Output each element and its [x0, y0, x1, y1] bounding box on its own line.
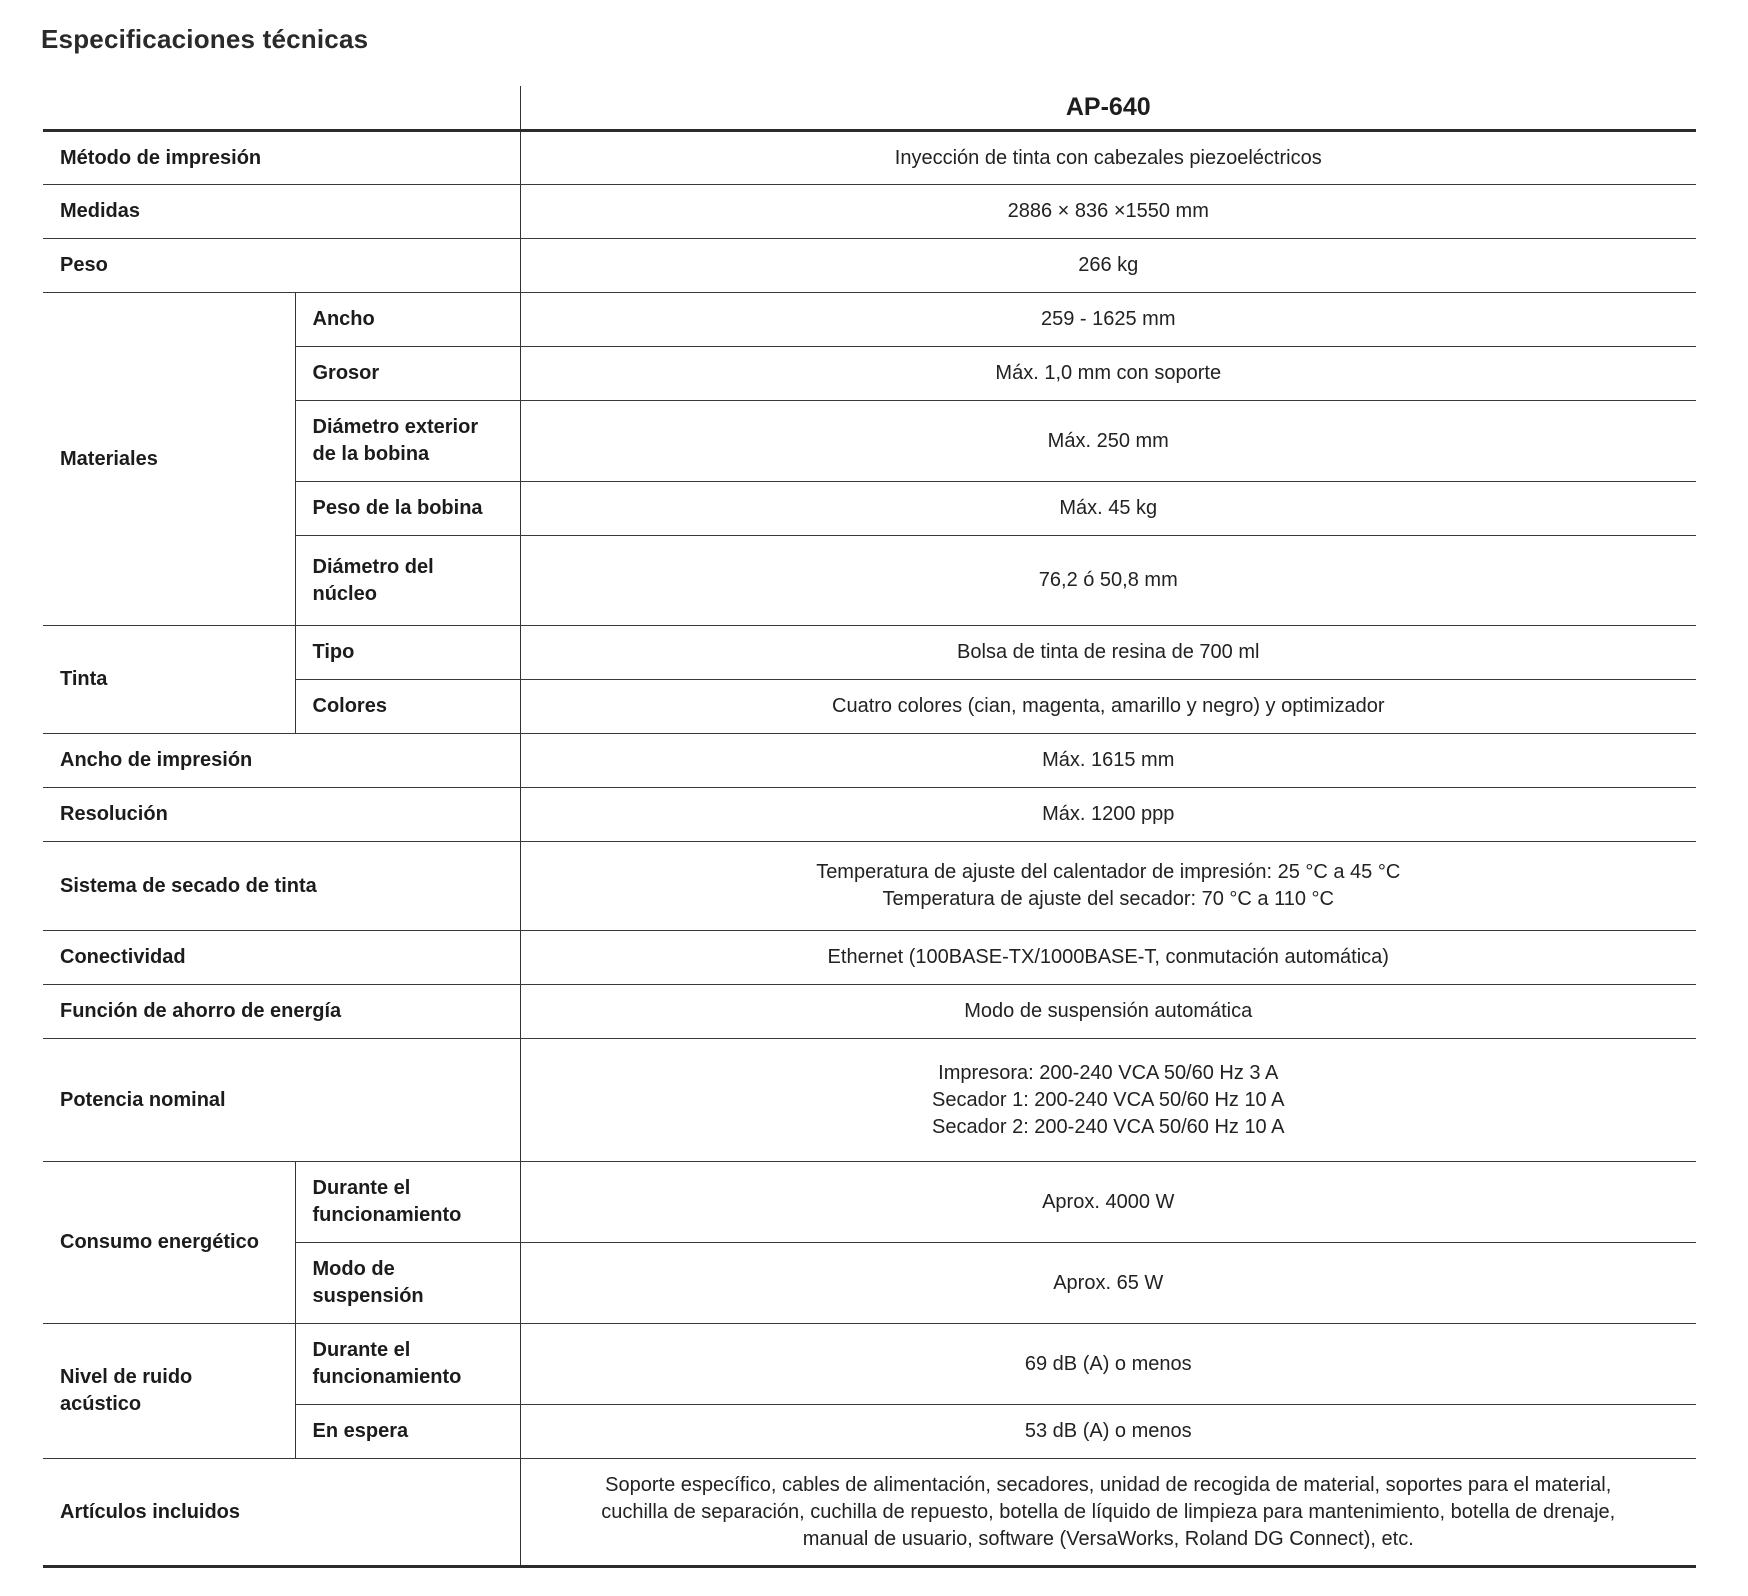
group-label-ruido	[43, 1324, 295, 1459]
row-value-ahorro: Modo de suspensión automática	[520, 985, 1696, 1039]
table-row	[43, 1162, 1696, 1243]
row-value-metodo: Inyección de tinta con cabezales piezoeléctricos	[520, 131, 1696, 185]
table-row	[43, 1039, 1696, 1162]
table-row	[43, 734, 1696, 788]
row-value-resolucion: Máx. 1200 ppp	[520, 788, 1696, 842]
table-row	[43, 185, 1696, 239]
value-line: Impresora: 200-240 VCA 50/60 Hz 3 A	[938, 1061, 1279, 1084]
row-value-potencia	[520, 1039, 1696, 1162]
sub-label-line: funcionamiento	[312, 1366, 462, 1388]
row-value-ruido-espera: 53 dB (A) o menos	[520, 1405, 1696, 1459]
row-label-resolucion: Resolución	[43, 788, 520, 842]
row-value-medidas: 2886 × 836 ×1550 mm	[520, 185, 1696, 239]
row-value-peso-bobina: Máx. 45 kg	[520, 482, 1696, 536]
value-line: cuchilla de separación, cuchilla de repuesto, botella de líquido de limpieza para mantenimiento, botella de drenaje,	[601, 1500, 1616, 1523]
sub-label-peso-bobina: Peso de la bobina	[295, 482, 520, 536]
row-label-secado: Sistema de secado de tinta	[43, 842, 520, 931]
table-row	[43, 1324, 1696, 1405]
row-value-grosor: Máx. 1,0 mm con soporte	[520, 347, 1696, 401]
sub-label-line: Durante el	[312, 1339, 411, 1361]
row-value-peso: 266 kg	[520, 239, 1696, 293]
sub-label-tipo: Tipo	[295, 626, 520, 680]
row-value-diametro-nucleo: 76,2 ó 50,8 mm	[520, 536, 1696, 626]
value-line: Secador 2: 200-240 VCA 50/60 Hz 10 A	[932, 1115, 1285, 1138]
table-header-row	[43, 86, 1696, 131]
row-value-tipo: Bolsa de tinta de resina de 700 ml	[520, 626, 1696, 680]
row-value-secado	[520, 842, 1696, 931]
table-row	[43, 626, 1696, 680]
row-value-ancho: 259 - 1625 mm	[520, 293, 1696, 347]
sub-label-consumo-suspension	[295, 1243, 520, 1324]
row-label-conectividad: Conectividad	[43, 931, 520, 985]
group-label-materiales: Materiales	[43, 293, 295, 626]
sub-label-consumo-funcionamiento	[295, 1162, 520, 1243]
row-value-articulos	[520, 1459, 1696, 1567]
row-value-consumo-funcionamiento: Aprox. 4000 W	[520, 1162, 1696, 1243]
value-line: Temperatura de ajuste del calentador de impresión: 25 °C a 45 °C	[816, 861, 1401, 883]
table-row	[43, 1459, 1696, 1567]
row-value-diametro-exterior: Máx. 250 mm	[520, 401, 1696, 482]
sub-label-ruido-funcionamiento	[295, 1324, 520, 1405]
sub-label-line: suspensión	[312, 1285, 424, 1307]
sub-label-line: núcleo	[312, 582, 377, 605]
sub-label-line: funcionamiento	[312, 1204, 462, 1226]
row-value-consumo-suspension: Aprox. 65 W	[520, 1243, 1696, 1324]
table-row	[43, 293, 1696, 347]
sub-label-line: de la bobina	[312, 443, 430, 465]
row-value-ancho-impresion: Máx. 1615 mm	[520, 734, 1696, 788]
spec-table	[43, 86, 1696, 1568]
row-value-conectividad: Ethernet (100BASE-TX/1000BASE-T, conmutación automática)	[520, 931, 1696, 985]
table-row	[43, 985, 1696, 1039]
table-row	[43, 239, 1696, 293]
row-label-peso: Peso	[43, 239, 520, 293]
row-label-ahorro: Función de ahorro de energía	[43, 985, 520, 1039]
table-row	[43, 842, 1696, 931]
row-label-medidas: Medidas	[43, 185, 520, 239]
header-empty-cell	[43, 86, 520, 131]
sub-label-ruido-espera: En espera	[295, 1405, 520, 1459]
value-line: Soporte específico, cables de alimentación, secadores, unidad de recogida de material, soportes para el material,	[605, 1473, 1612, 1496]
row-value-ruido-funcionamiento: 69 dB (A) o menos	[520, 1324, 1696, 1405]
sub-label-line: Durante el	[312, 1177, 411, 1199]
sub-label-line: Modo de	[312, 1258, 395, 1280]
value-line: Temperatura de ajuste del secador: 70 °C a 110 °C	[882, 888, 1334, 910]
model-header: AP-640	[520, 86, 1696, 131]
value-line: Secador 1: 200-240 VCA 50/60 Hz 10 A	[932, 1088, 1285, 1111]
page-title: Especificaciones técnicas	[41, 24, 369, 54]
sub-label-colores: Colores	[295, 680, 520, 734]
row-label-ancho-impresion: Ancho de impresión	[43, 734, 520, 788]
row-value-colores: Cuatro colores (cian, magenta, amarillo y negro) y optimizador	[520, 680, 1696, 734]
value-line: manual de usuario, software (VersaWorks, Roland DG Connect), etc.	[802, 1527, 1414, 1550]
group-label-line: Nivel de ruido	[60, 1366, 193, 1388]
row-label-potencia: Potencia nominal	[43, 1039, 520, 1162]
sub-label-line: Diámetro exterior	[312, 416, 479, 438]
row-label-metodo: Método de impresión	[43, 131, 520, 185]
sub-label-line: Diámetro del	[312, 555, 434, 578]
table-row	[43, 131, 1696, 185]
group-label-line: acústico	[60, 1393, 142, 1415]
row-label-articulos: Artículos incluidos	[43, 1459, 520, 1567]
sub-label-ancho: Ancho	[295, 293, 520, 347]
sub-label-diametro-nucleo	[295, 536, 520, 626]
sub-label-grosor: Grosor	[295, 347, 520, 401]
table-row	[43, 931, 1696, 985]
table-row	[43, 788, 1696, 842]
group-label-consumo: Consumo energético	[43, 1162, 295, 1324]
group-label-tinta: Tinta	[43, 626, 295, 734]
sub-label-diametro-exterior	[295, 401, 520, 482]
